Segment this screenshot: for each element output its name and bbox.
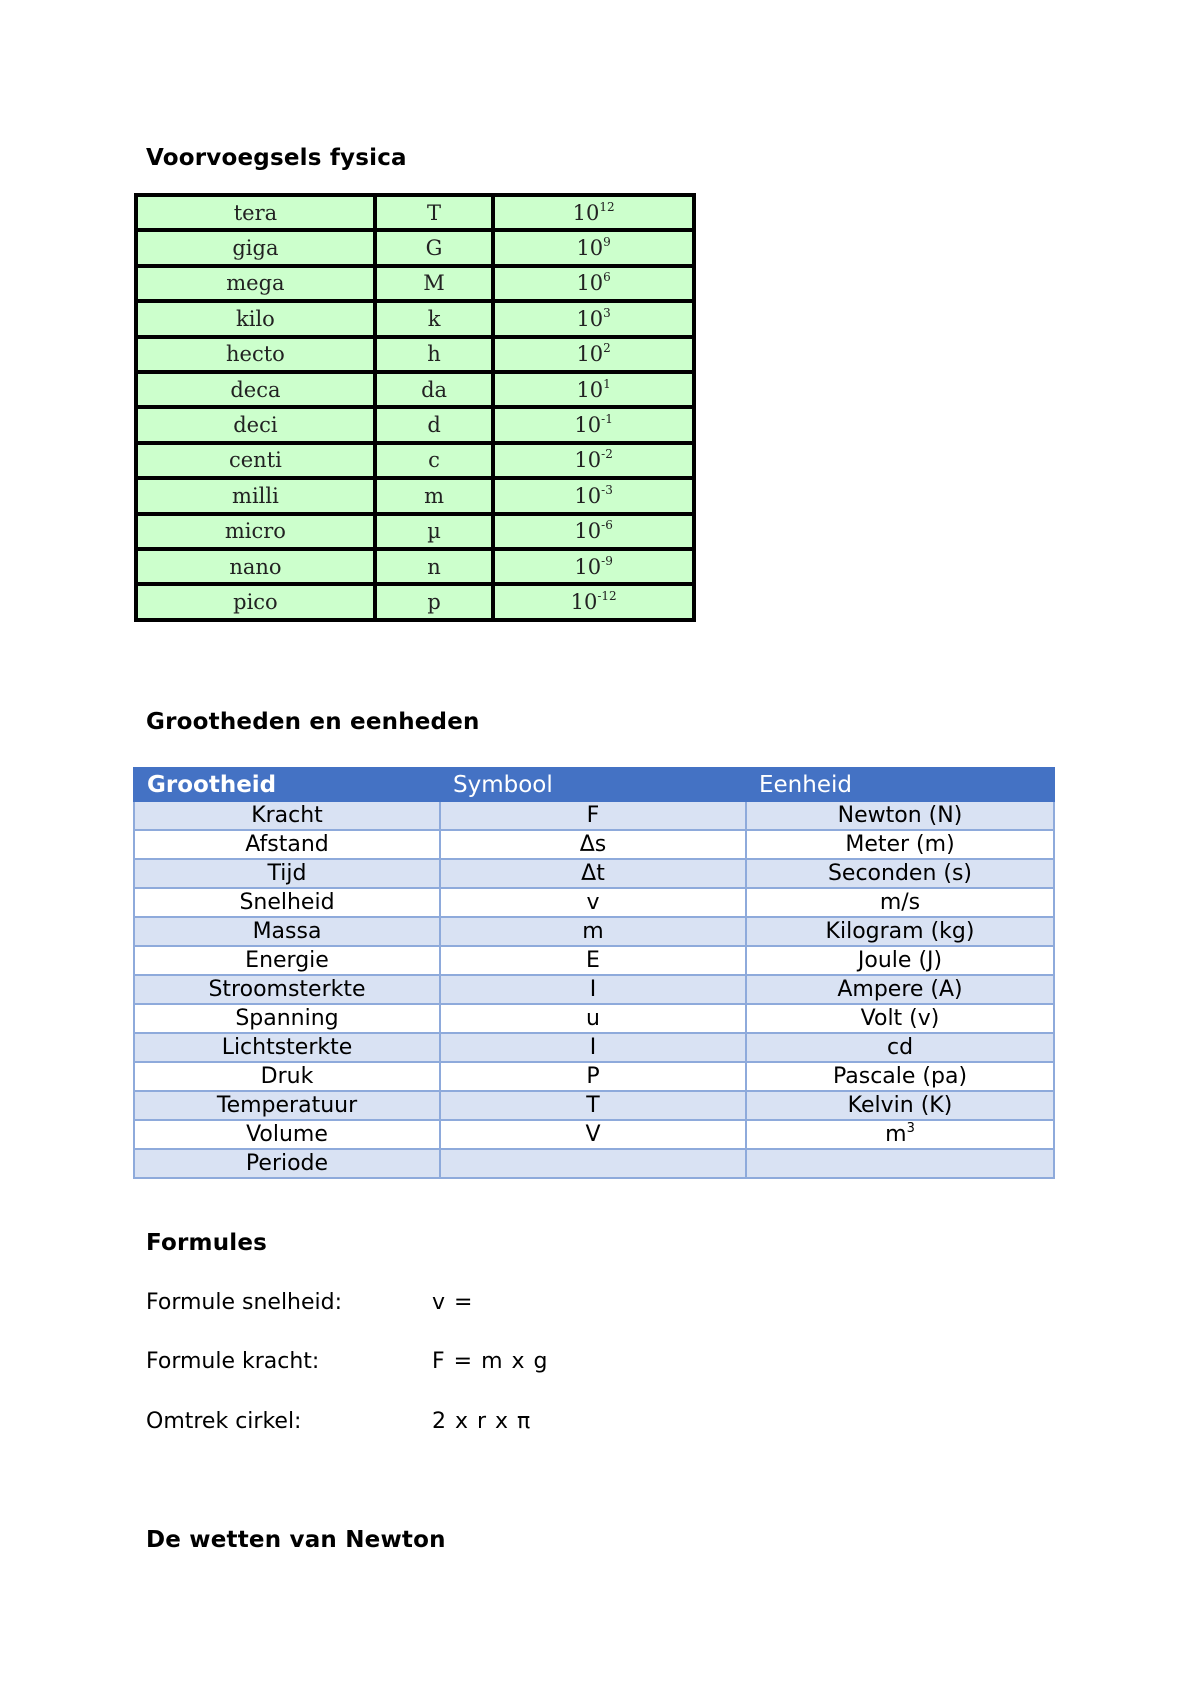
- unit-cell: [746, 1091, 1054, 1120]
- prefix-symbol: µ: [375, 514, 493, 549]
- prefix-name: tera: [136, 195, 375, 230]
- prefix-symbol: n: [375, 549, 493, 584]
- unit-text: m: [885, 1122, 907, 1147]
- factor-base: 10: [576, 271, 604, 296]
- factor-exponent: -9: [601, 553, 613, 568]
- factor-exponent: 1: [603, 376, 611, 391]
- prefix-factor: [493, 584, 694, 619]
- factor-exponent: -12: [597, 588, 617, 603]
- prefix-factor: [493, 478, 694, 513]
- table-row: [134, 1149, 1054, 1178]
- table-row: [134, 1091, 1054, 1120]
- prefix-factor: [493, 372, 694, 407]
- prefix-factor: [493, 407, 694, 442]
- prefix-name: milli: [136, 478, 375, 513]
- factor-base: 10: [576, 377, 604, 402]
- quantity-cell: Kracht: [134, 801, 440, 830]
- quantity-cell: Periode: [134, 1149, 440, 1178]
- factor-exponent: 9: [603, 235, 611, 250]
- quantity-cell: Snelheid: [134, 888, 440, 917]
- symbol-cell: u: [440, 1004, 746, 1033]
- symbol-cell: I: [440, 1033, 746, 1062]
- unit-exponent: 3: [906, 1121, 915, 1136]
- prefix-row: [136, 230, 694, 265]
- factor-exponent: 6: [603, 270, 611, 285]
- symbol-cell: V: [440, 1120, 746, 1149]
- unit-text: cd: [886, 1035, 914, 1060]
- symbol-cell: m: [440, 917, 746, 946]
- factor-base: 10: [574, 413, 602, 438]
- table-row: [134, 975, 1054, 1004]
- unit-cell: [746, 1033, 1054, 1062]
- factor-exponent: -2: [601, 447, 613, 462]
- quantities-title: Grootheden en eenheden: [146, 709, 480, 735]
- unit-text: Volt (v): [860, 1006, 940, 1031]
- prefix-row: [136, 584, 694, 619]
- prefix-row: [136, 443, 694, 478]
- unit-cell: [746, 1149, 1054, 1178]
- prefix-name: mega: [136, 266, 375, 301]
- quantity-cell: Afstand: [134, 830, 440, 859]
- prefix-row: [136, 549, 694, 584]
- table-row: [134, 888, 1054, 917]
- prefix-row: [136, 266, 694, 301]
- table-row: [134, 859, 1054, 888]
- table-row: [134, 1004, 1054, 1033]
- unit-cell: [746, 1004, 1054, 1033]
- unit-cell: [746, 1062, 1054, 1091]
- prefix-name: centi: [136, 443, 375, 478]
- prefix-name: micro: [136, 514, 375, 549]
- prefix-row: [136, 337, 694, 372]
- prefix-table: [134, 193, 696, 622]
- unit-cell: [746, 975, 1054, 1004]
- prefix-row: [136, 301, 694, 336]
- symbol-cell: F: [440, 801, 746, 830]
- table-row: [134, 1062, 1054, 1091]
- quantity-cell: Temperatuur: [134, 1091, 440, 1120]
- unit-cell: [746, 888, 1054, 917]
- symbol-cell: [440, 1149, 746, 1178]
- factor-base: 10: [574, 519, 602, 544]
- prefix-row: [136, 372, 694, 407]
- unit-text: Joule (J): [857, 948, 943, 973]
- quantity-cell: Stroomsterkte: [134, 975, 440, 1004]
- factor-exponent: 3: [603, 305, 611, 320]
- formulas-title: Formules: [146, 1230, 268, 1256]
- factor-exponent: -1: [601, 412, 613, 427]
- symbol-cell: Δt: [440, 859, 746, 888]
- symbol-cell: E: [440, 946, 746, 975]
- factor-base: 10: [574, 448, 602, 473]
- unit-text: Ampere (A): [837, 977, 963, 1002]
- unit-cell: [746, 946, 1054, 975]
- unit-text: Kelvin (K): [847, 1093, 953, 1118]
- prefix-symbol: h: [375, 337, 493, 372]
- table-row: [134, 917, 1054, 946]
- unit-text: Meter (m): [845, 832, 955, 857]
- prefix-name: pico: [136, 584, 375, 619]
- quantity-cell: Lichtsterkte: [134, 1033, 440, 1062]
- unit-text: Newton (N): [837, 803, 963, 828]
- unit-cell: [746, 801, 1054, 830]
- header-unit: Eenheid: [746, 768, 1054, 801]
- newton-title: De wetten van Newton: [146, 1527, 446, 1553]
- factor-base: 10: [576, 236, 604, 261]
- prefix-symbol: k: [375, 301, 493, 336]
- table-row: [134, 801, 1054, 830]
- factor-exponent: -6: [601, 518, 613, 533]
- table-row: [134, 830, 1054, 859]
- factor-base: 10: [570, 589, 598, 614]
- quantities-table: [133, 767, 1055, 1179]
- quantity-cell: Volume: [134, 1120, 440, 1149]
- factor-base: 10: [574, 483, 602, 508]
- prefix-symbol: c: [375, 443, 493, 478]
- prefix-name: deci: [136, 407, 375, 442]
- prefix-row: [136, 407, 694, 442]
- prefix-symbol: m: [375, 478, 493, 513]
- quantity-cell: Spanning: [134, 1004, 440, 1033]
- prefix-name: nano: [136, 549, 375, 584]
- formula-expression: F = m x g: [432, 1349, 549, 1374]
- formula-label: Formule snelheid:: [146, 1290, 343, 1315]
- quantity-cell: Energie: [134, 946, 440, 975]
- prefix-symbol: p: [375, 584, 493, 619]
- unit-cell: [746, 859, 1054, 888]
- prefix-row: [136, 514, 694, 549]
- formula-expression: v =: [432, 1290, 474, 1315]
- prefix-factor: [493, 195, 694, 230]
- table-row: [134, 1033, 1054, 1062]
- prefix-factor: [493, 549, 694, 584]
- unit-text: Kilogram (kg): [825, 919, 975, 944]
- quantity-cell: Druk: [134, 1062, 440, 1091]
- prefix-name: deca: [136, 372, 375, 407]
- prefix-symbol: d: [375, 407, 493, 442]
- unit-text: Seconden (s): [827, 861, 973, 886]
- formula-label: Formule kracht:: [146, 1349, 320, 1374]
- prefix-row: [136, 478, 694, 513]
- symbol-cell: Δs: [440, 830, 746, 859]
- factor-base: 10: [576, 342, 604, 367]
- unit-cell: [746, 917, 1054, 946]
- prefix-symbol: T: [375, 195, 493, 230]
- unit-text: Pascale (pa): [832, 1064, 968, 1089]
- table-row: [134, 1120, 1054, 1149]
- prefixes-title: Voorvoegsels fysica: [146, 145, 407, 171]
- prefix-factor: [493, 337, 694, 372]
- prefix-factor: [493, 230, 694, 265]
- header-quantity: Grootheid: [134, 768, 440, 801]
- prefix-name: giga: [136, 230, 375, 265]
- prefix-name: kilo: [136, 301, 375, 336]
- formula-label: Omtrek cirkel:: [146, 1409, 302, 1434]
- factor-base: 10: [576, 306, 604, 331]
- factor-base: 10: [572, 200, 600, 225]
- table-row: [134, 946, 1054, 975]
- symbol-cell: v: [440, 888, 746, 917]
- symbol-cell: I: [440, 975, 746, 1004]
- prefix-factor: [493, 514, 694, 549]
- prefix-row: [136, 195, 694, 230]
- table-header-row: [134, 768, 1054, 801]
- factor-exponent: -3: [601, 482, 613, 497]
- prefix-factor: [493, 266, 694, 301]
- factor-base: 10: [574, 554, 602, 579]
- symbol-cell: T: [440, 1091, 746, 1120]
- symbol-cell: P: [440, 1062, 746, 1091]
- prefix-factor: [493, 301, 694, 336]
- quantity-cell: Tijd: [134, 859, 440, 888]
- formula-expression: 2 x r x π: [432, 1409, 532, 1434]
- quantity-cell: Massa: [134, 917, 440, 946]
- prefix-symbol: G: [375, 230, 493, 265]
- factor-exponent: 2: [603, 341, 611, 356]
- header-symbol: Symbool: [440, 768, 746, 801]
- prefix-symbol: M: [375, 266, 493, 301]
- prefix-factor: [493, 443, 694, 478]
- prefix-symbol: da: [375, 372, 493, 407]
- unit-cell: [746, 1120, 1054, 1149]
- factor-exponent: 12: [599, 199, 615, 214]
- prefix-name: hecto: [136, 337, 375, 372]
- unit-cell: [746, 830, 1054, 859]
- unit-text: m/s: [879, 890, 921, 915]
